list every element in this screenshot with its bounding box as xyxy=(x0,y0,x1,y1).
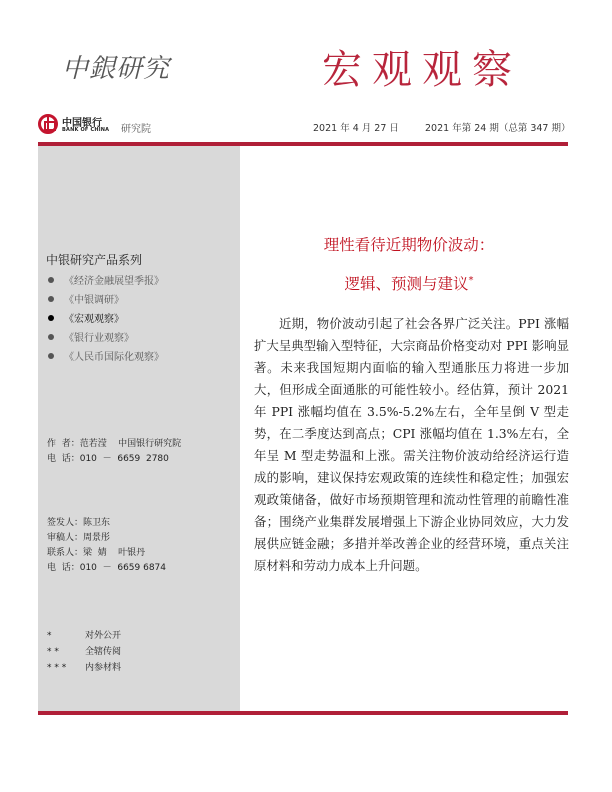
bullet-icon xyxy=(48,296,54,302)
classification-item: * * * 内参材料 xyxy=(47,663,122,673)
bank-name-cn: 中国银行 xyxy=(62,118,102,129)
classification-item: * * 全辖传阅 xyxy=(47,647,122,657)
bank-name-en: BANK OF CHINA xyxy=(62,127,110,133)
series-item: 《中银调研》 xyxy=(46,289,164,308)
classification-item: * 对外公开 xyxy=(47,631,122,641)
bullet-icon xyxy=(48,315,54,321)
author-phone: 电 话：010 － 6659 2780 xyxy=(47,454,169,464)
footer-divider xyxy=(38,711,568,715)
institute-label: 研究院 xyxy=(121,124,151,135)
publish-date: 2021 年 4 月 27 日 xyxy=(313,123,399,134)
headline-line-2: 逻辑、预测与建议* xyxy=(344,274,474,293)
bullet-icon xyxy=(48,353,54,359)
series-item: 《银行业观察》 xyxy=(46,327,164,346)
issue-number: 2021 年第 24 期（总第 347 期） xyxy=(425,123,571,134)
reviewer-line: 审稿人：周景彤 xyxy=(47,533,111,543)
bank-of-china-logo-icon xyxy=(38,114,58,134)
series-item: 《经济金融展望季报》 xyxy=(46,270,164,289)
series-title: 中银研究产品系列 xyxy=(46,253,143,267)
contact-phone: 电 话：010 － 6659 6874 xyxy=(47,563,167,573)
sidebar-panel xyxy=(38,146,240,711)
bullet-icon xyxy=(48,334,54,340)
brand-script-logo: 中銀研究 xyxy=(62,54,171,84)
approval-block xyxy=(47,516,166,576)
classification-legend xyxy=(47,628,121,676)
series-item: 《人民币国际化观察》 xyxy=(46,346,164,365)
issuer-line: 签发人：陈卫东 xyxy=(47,518,111,528)
author-line: 作 者：范若滢 中国银行研究院 xyxy=(47,439,182,449)
series-item-active: 《宏观观察》 xyxy=(46,308,164,327)
bullet-icon xyxy=(48,277,54,283)
publication-title: 宏观观察 xyxy=(322,47,522,93)
author-block xyxy=(47,437,181,467)
footnote-mark: * xyxy=(468,274,474,286)
headline-line-1: 理性看待近期物价波动： xyxy=(323,236,495,254)
series-list xyxy=(46,270,164,365)
contact-line: 联系人：梁 婧 叶银丹 xyxy=(47,548,146,558)
abstract-paragraph: 近期，物价波动引起了社会各界广泛关注。PPI 涨幅扩大呈典型输入型特征，大宗商品价格变动对 PPI 影响显著。未来我国短期内面临的输入型通胀压力将进一步加大，但形成全面通胀的可能性较小。经估算，预计 2021 年 PPI 涨幅均值在 3.5%-5.2%左右，全年呈倒 V 型走势，在二季度达到高点；CPI 涨幅均值在 1.3%左右，全年呈 M 型走势温和上涨。需关注物价波动给经济运行造成的影响，建议保持宏观政策的连续性和稳定性；加强宏观政策储备，做好市场预期管理和流动性管理的前瞻性准备；围绕产业集群发展增强上下游企业协同效应，大力发展供应链金融；多措并举改善企业的经营环境，重点关注原材料和劳动力成本上升问题。 xyxy=(254,316,569,573)
